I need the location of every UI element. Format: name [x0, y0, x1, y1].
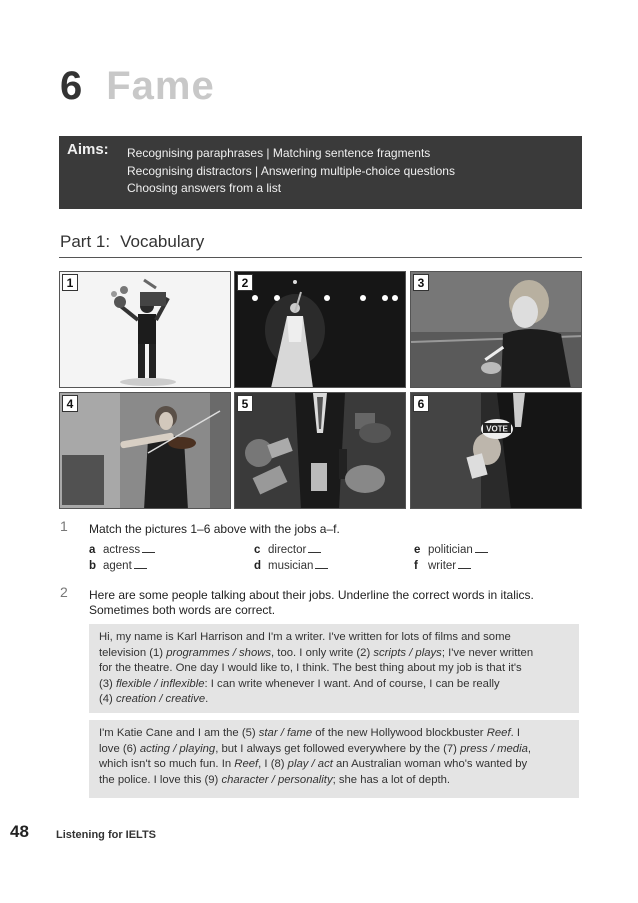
text-line: the police. I love this (9) character / personality; she has a lot of depth.	[99, 773, 451, 786]
aims-label: Aims:	[67, 141, 109, 158]
word-choice[interactable]: star / fame	[258, 727, 313, 739]
text-line: love (6) acting / playing, but I always get followed everywhere by the (7) press / media,	[99, 742, 532, 755]
text-body	[99, 630, 569, 708]
text-line: I'm Katie Cane and I am the (5) star / fame of the new Hollywood blockbuster Reef. I	[99, 727, 521, 739]
photo-2-image	[235, 272, 406, 388]
option-f	[414, 560, 471, 572]
option-letter: f	[414, 560, 418, 572]
word-choice[interactable]: character / personality	[221, 773, 333, 786]
instruction-line: Sometimes both words are correct.	[89, 603, 276, 617]
answer-blank[interactable]	[134, 560, 147, 569]
option-letter: b	[89, 560, 97, 572]
photo-number: 4	[62, 395, 78, 412]
option-letter: a	[89, 544, 96, 556]
text-line: Hi, my name is Karl Harrison and I'm a writer. I've written for lots of films and some	[99, 631, 511, 643]
photo-number: 6	[413, 395, 429, 412]
photo-4	[59, 392, 231, 509]
word-choice[interactable]: Reef	[486, 727, 511, 739]
photo-1	[59, 271, 231, 388]
answer-blank[interactable]	[308, 544, 321, 553]
exercise-1-instruction: Match the pictures 1–6 above with the jobs a–f.	[89, 522, 340, 536]
photo-3	[410, 271, 582, 388]
photo-number: 2	[237, 274, 253, 291]
text-line: (3) flexible / inflexible: I can write whenever I want. And of course, I can be really	[99, 677, 500, 690]
text-karl-harrison	[89, 624, 579, 713]
text-body	[99, 726, 569, 788]
photo-2	[234, 271, 406, 388]
photo-5-image	[235, 393, 406, 509]
photo-1-image	[60, 272, 231, 388]
option-text: writer	[428, 560, 457, 572]
word-choice[interactable]: Reef	[234, 758, 259, 771]
word-choice[interactable]: creation / creative	[115, 693, 206, 706]
option-text: politician	[428, 544, 473, 556]
exercise-2-instruction	[89, 588, 534, 618]
option-d	[254, 560, 328, 572]
part-title: Vocabulary	[120, 232, 205, 251]
part-label: Part 1:	[60, 232, 111, 251]
instruction-line: Here are some people talking about their jobs. Underline the correct words in italics.	[89, 588, 534, 602]
option-text: musician	[268, 560, 314, 572]
vote-badge-text: VOTE	[486, 424, 508, 434]
answer-blank[interactable]	[458, 560, 471, 569]
option-a	[89, 544, 155, 556]
word-choice[interactable]: flexible / inflexible	[115, 677, 205, 690]
text-katie-cane	[89, 720, 579, 798]
chapter-number: 6	[60, 64, 83, 108]
photo-number: 3	[413, 274, 429, 291]
part-heading	[60, 232, 204, 252]
photo-number: 5	[237, 395, 253, 412]
aims-box	[59, 136, 582, 209]
option-letter: c	[254, 544, 261, 556]
photo-5	[234, 392, 406, 509]
exercise-1-number: 1	[60, 518, 68, 534]
photo-number: 1	[62, 274, 78, 291]
aims-line: Choosing answers from a list	[127, 181, 282, 195]
part-divider	[59, 257, 582, 258]
photo-4-image	[60, 393, 231, 509]
aims-line: Recognising distractors | Answering multiple-choice questions	[127, 163, 455, 178]
option-text: agent	[103, 560, 132, 572]
text-line: (4) creation / creative.	[99, 693, 209, 706]
photo-6-image	[411, 393, 582, 509]
word-choice[interactable]: programmes / shows	[166, 646, 272, 659]
chapter-title: Fame	[106, 64, 215, 108]
option-text: actress	[103, 544, 141, 556]
answer-blank[interactable]	[142, 544, 155, 553]
page-number: 48	[10, 822, 29, 841]
option-letter: e	[414, 544, 421, 556]
option-text: director	[268, 544, 307, 556]
photo-3-image	[411, 272, 582, 388]
text-line: which isn't so much fun. In Reef, I (8) play / act an Australian woman who's wanted by	[99, 758, 528, 771]
option-letter: d	[254, 560, 262, 572]
option-e	[414, 544, 488, 556]
chapter-heading	[60, 64, 215, 114]
word-choice[interactable]: play / act	[287, 758, 333, 771]
photo-6	[410, 392, 582, 509]
answer-blank[interactable]	[315, 560, 328, 569]
text-line: for the theatre. One day I would like to, I think. The best thing about my job is that it's	[99, 662, 522, 675]
word-choice[interactable]: acting / playing	[139, 742, 216, 755]
word-choice[interactable]: scripts / plays	[373, 646, 442, 659]
aims-line: Recognising paraphrases | Matching sentence fragments	[127, 146, 431, 160]
option-b	[89, 560, 147, 572]
exercise-2-number: 2	[60, 584, 68, 600]
aims-list	[127, 145, 455, 198]
word-choice[interactable]: press / media	[460, 742, 528, 755]
book-title: Listening for IELTS	[56, 829, 157, 841]
answer-blank[interactable]	[475, 544, 488, 553]
photo-grid	[59, 271, 582, 509]
text-line: television (1) programmes / shows, too. I only write (2) scripts / plays; I've never written	[99, 646, 534, 659]
option-c	[254, 544, 321, 556]
